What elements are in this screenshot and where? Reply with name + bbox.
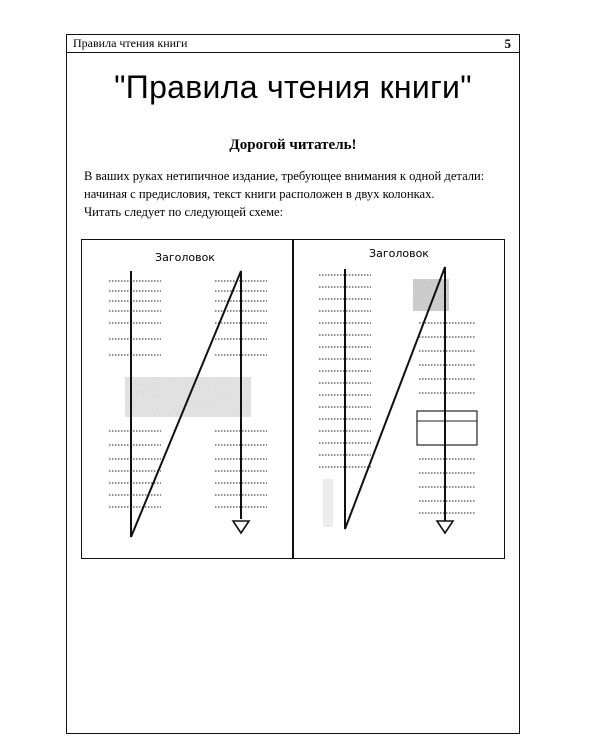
running-header: [67, 35, 519, 53]
reading-scheme-diagram: [81, 239, 505, 564]
left-heading: Заголовок: [155, 251, 215, 264]
image-placeholder: [323, 479, 333, 527]
page-title: "Правила чтения книги": [114, 69, 472, 105]
running-title: Правила чтения книги: [73, 36, 188, 50]
intro-line: начиная с предисловия, текст книги расположен в двух колонках.: [84, 187, 435, 201]
intro-line: В ваших руках нетипичное издание, требующее внимания к одной детали:: [84, 169, 485, 183]
intro-paragraph: [84, 167, 514, 221]
greeting-heading: Дорогой читатель!: [229, 137, 357, 153]
right-heading: Заголовок: [369, 247, 429, 260]
table-placeholder: [417, 411, 477, 445]
book-page: [66, 34, 520, 734]
page-number: 5: [504, 36, 511, 51]
intro-line: Читать следует по следующей схеме:: [84, 205, 284, 219]
